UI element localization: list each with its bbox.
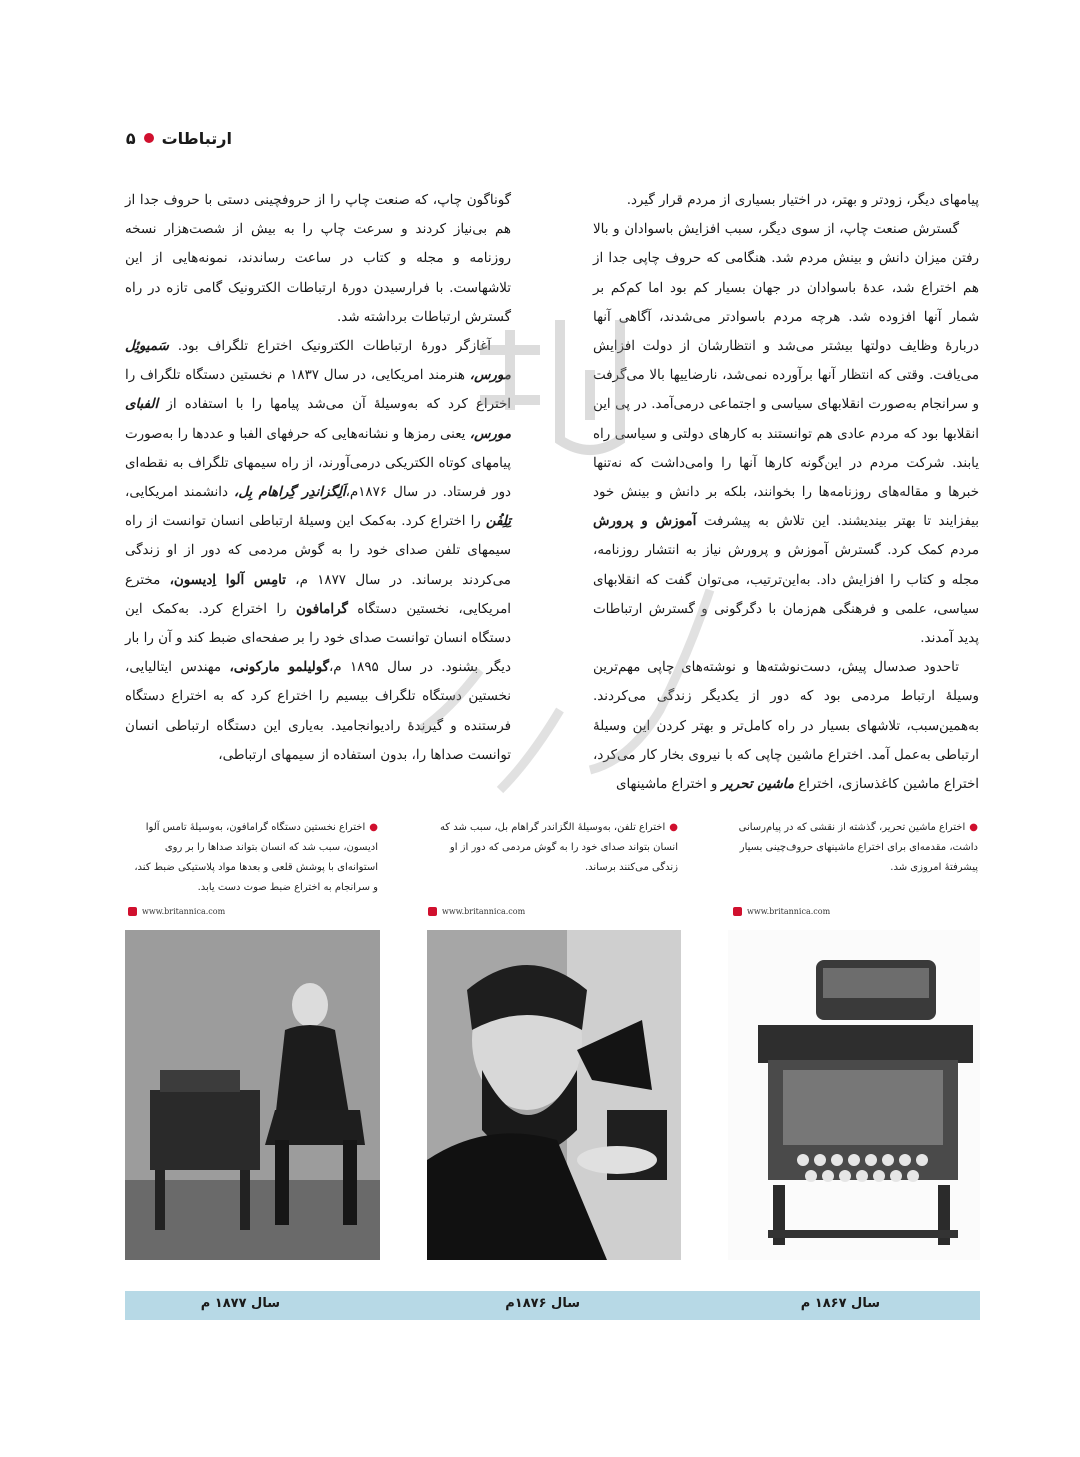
paragraph: گسترش صنعت چاپ، از سوی دیگر، سبب افزایش باسوادان و بالا رفتن میزان دانش و بینش مردم شد. هنگامی که حروف چاپی جدا از هم اختراع شد، عدهٔ باسوادان در جهان بسیار کم بود اما کم‌کم بر شمار آنها افزوده شد. هرچه مردم باسوادتر می‌شدند، آگاهی آنها دربارهٔ وظایف دولتها بیشتر می‌شد و انتظارشان از دولت افزایش می‌یافت. وقتی که انتظار آنها برآورده نمی‌شد، نارضاییها بالا می‌گرفت و سرانجام به‌صورت انقلابهای سیاسی و اجتماعی درمی‌آمد. در پی این انقلابها بود که مردم عادی هم توانستند به کارهای دولتی و سیاسی راه یابند. شرکت مردم در این‌گونه کارها آنها را وامی‌داشت که نه‌تنها خبرها و مقاله‌های روزنامه‌ها را بخوانند، بلکه بر دانش و بینش خود بیفزایند تا بهتر بیندیشند. این تلاش به پیشرفت آموزش و پرورش مردم کمک کرد. گسترش آموزش و پرورش نیاز به انتشار روزنامه، مجله و کتاب را افزایش داد. به‌این‌ترتیب، می‌توان گفت که انقلابهای سیاسی، علمی و فرهنگی هم‌زمان با دگرگونی و گسترش ارتباطات پدید آمدند. xyxy=(593,222,979,647)
year-label: سال ۱۸۶۷ م xyxy=(800,1296,880,1311)
bullet-dot-icon: ● xyxy=(369,822,378,833)
year-bar xyxy=(125,1291,980,1320)
person-name: سَمیوئِل مورس، xyxy=(125,338,511,384)
paragraph: آغازگر دورهٔ ارتباطات الکترونیک اختراع تلگراف بود. سَمیوئِل مورس، هنرمند امریکایی، در سال ۱۸۳۷ م نخستین دستگاه تلگراف را اختراع کرد که به‌وسیلهٔ آن می‌شد پیامها را با استفاده از الفبای مورس، یعنی رمزها و نشانه‌هایی که حرفهای الفبا و عددها را به‌صورت پیامهای کوتاه الکتریکی درمی‌آورند، از راه سیمهای تلگراف به نقطه‌ای دور فرستاد. در سال ۱۸۷۶م،اَلِگزاندِر گِراهام بِل، دانشمند امریکایی، تِلِفُن را اختراع کرد. به‌کمک این وسیلهٔ ارتباطی انسان توانست از راه سیمهای تلفن صدای خود را به گوش مردمی که دور از او زندگی می‌کردند برساند. در سال ۱۸۷۷ م، تامِس آلوا اِدیسون، مخترع امریکایی، نخستین دستگاه گرامافون را اختراع کرد. به‌کمک این دستگاه انسان توانست صدای خود را بر صفحه‌ای ضبط کند و آن را بار دیگر بشنود. در سال ۱۸۹۵ م،گولیلمو مارکونی، مهندس ایتالیایی، نخستین دستگاه تلگراف بیسیم را اختراع کرد که به اختراع دستگاه فرستنده و گیرندهٔ رادیوانجامید. به‌یاری این دستگاه ارتباطی انسان توانست صداها را، بدون استفاده از سیمهای ارتباطی، xyxy=(125,338,512,763)
term: الفبای مورس، xyxy=(125,396,511,442)
typewriter-photo xyxy=(728,930,980,1260)
term: تِلِفُن xyxy=(485,513,511,530)
right-column xyxy=(593,186,979,793)
figure-caption-gramophone: ●اختراع نخستین دستگاه گرامافون، به‌وسیلهٔ تامس آلوا ادیسون، سبب شد که انسان بتواند صداها را بر روی استوانه‌ای با پوشش قلعی و بعدها مواد پلاستیکی ضبط کند، و سرانجام به اختراع ضبط صوت دست یابد. xyxy=(134,822,378,893)
photo-credit: www.britannica.com xyxy=(128,907,225,916)
credit-logo-icon xyxy=(733,907,742,916)
credit-logo-icon xyxy=(428,907,437,916)
chapter-title: ارتباطات xyxy=(161,128,232,148)
figure-caption-typewriter: ●اختراع ماشین تحریر، گذشته از نقشی که در پیام‌رسانی داشت، مقدمه‌ای برای اختراع ماشینهای حروف‌چینی بسیار پیشرفتهٔ امروزی شد. xyxy=(738,822,978,873)
paragraph: گوناگون چاپ، که صنعت چاپ را از حروفچینی دستی با حروف جدا از هم بی‌نیاز کردند و سرعت چاپ را به بیش از شصت‌هزار نسخه روزنامه و مجله و کتاب در ساعت رساندند، نمونه‌هایی از این تلاشهاست. با فرارسیدن دورهٔ ارتباطات الکترونیک گامی تازه در راه گسترش ارتباطات برداشته شد. xyxy=(125,193,511,325)
year-label: سال ۱۸۷۶م xyxy=(505,1296,580,1311)
bell-telephone-photo xyxy=(427,930,681,1260)
paragraph: تاحدود صدسال پیش، دست‌نوشته‌ها و نوشته‌های چاپی مهم‌ترین وسیلهٔ ارتباط مردمی بود که دور از یکدیگر زندگی می‌کردند. به‌همین‌سبب، تلاشهای بسیار در راه کامل‌تر و بهتر کردن این وسیلهٔ ارتباطی به‌عمل آمد. اختراع ماشین چاپی که با نیروی بخار کار می‌کرد، اختراع ماشین کاغذسازی، اختراع ماشین تحریر و اختراع ماشینهای xyxy=(593,660,979,793)
edison-gramophone-photo xyxy=(125,930,380,1260)
bullet-dot-icon xyxy=(144,133,154,143)
photo-credit: www.britannica.com xyxy=(733,907,830,916)
bullet-dot-icon: ● xyxy=(669,822,678,833)
left-column xyxy=(125,186,512,763)
figure-caption-telephone: ●اختراع تلفن، به‌وسیلهٔ الگزاندر گراهام بل، سبب شد که انسان بتواند صدای خود را به گوش مردمی که دور از او زندگی می‌کنند برساند. xyxy=(439,822,678,873)
bullet-dot-icon: ● xyxy=(969,822,978,833)
year-label: سال ۱۸۷۷ م xyxy=(200,1296,280,1311)
page-number: ۵ xyxy=(125,128,136,148)
term: گرامافون xyxy=(295,600,348,617)
person-name: تامِس آلوا اِدیسون، xyxy=(169,571,286,588)
page-header xyxy=(122,124,232,152)
credit-logo-icon xyxy=(128,907,137,916)
emphasis: ماشین تحریر xyxy=(721,776,794,793)
person-name: گولیلمو مارکونی، xyxy=(229,659,329,676)
photo-credit: www.britannica.com xyxy=(428,907,525,916)
paragraph: پیامهای دیگر، زودتر و بهتر، در اختیار بسیاری از مردم قرار گیرد. xyxy=(626,193,979,208)
person-name: اَلِگزاندِر گِراهام بِل، xyxy=(234,484,346,501)
emphasis: آموزش و پرورش xyxy=(593,513,697,530)
